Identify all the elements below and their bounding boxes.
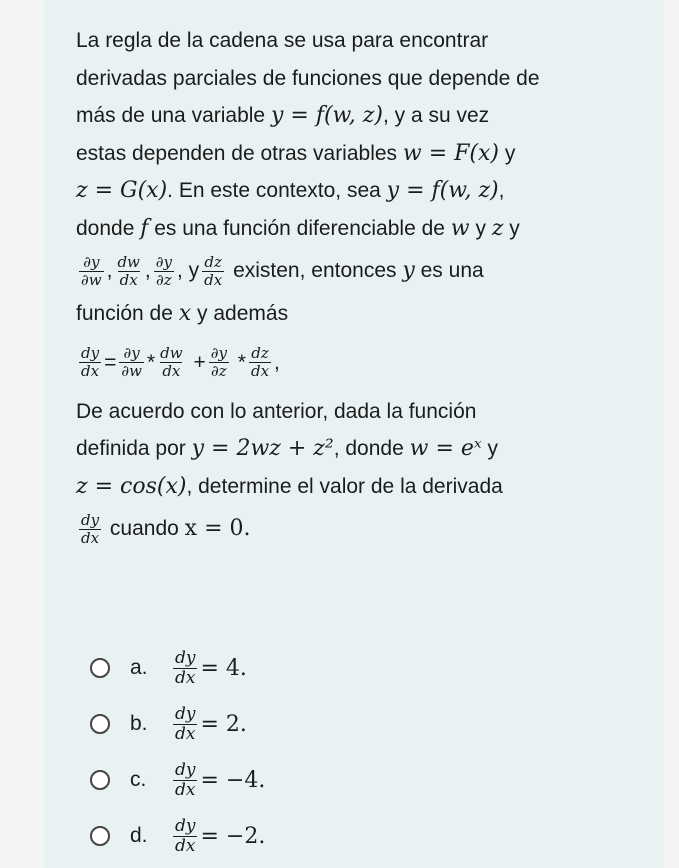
q-line-6 — [76, 210, 636, 248]
math: w — [450, 215, 470, 241]
denominator: dx — [175, 667, 196, 688]
operator: * — [146, 350, 156, 374]
numerator: dy — [175, 759, 196, 780]
text: , donde — [333, 437, 404, 460]
chain-rule-equation — [76, 333, 636, 393]
text: . En este contexto, sea — [167, 179, 381, 202]
option-value: = −2. — [200, 823, 266, 849]
math: y = f(w, z) — [386, 178, 499, 203]
text: y — [499, 141, 516, 165]
denominator: dx — [81, 362, 100, 380]
fraction — [173, 817, 198, 856]
option-value: = 4. — [200, 655, 247, 681]
math: x = 0. — [184, 516, 251, 542]
denominator: dx — [119, 270, 138, 289]
text: y — [481, 437, 499, 460]
option-c[interactable] — [90, 752, 265, 808]
denominator: dx — [204, 270, 223, 289]
text: , y a su vez — [382, 104, 490, 127]
denominator: dx — [175, 779, 196, 800]
fraction — [173, 705, 198, 744]
fraction — [173, 649, 198, 688]
numerator: dy — [81, 510, 100, 529]
denominator: ∂w — [81, 270, 102, 289]
denominator: dx — [162, 362, 181, 380]
radio-button[interactable] — [90, 770, 110, 790]
q-line-4 — [76, 135, 636, 173]
operator: * — [237, 350, 246, 374]
fraction — [173, 761, 198, 800]
math: x — [178, 301, 192, 326]
math: w = eˣ — [409, 436, 482, 461]
text: es una función diferenciable de — [148, 216, 445, 240]
option-letter: c. — [130, 768, 147, 791]
q-line-1 — [76, 22, 636, 60]
fraction — [79, 254, 104, 289]
answer-options — [90, 640, 265, 864]
q-line-11 — [76, 430, 636, 468]
operator: + — [193, 350, 206, 374]
text: De acuerdo con lo anterior, dada la función — [76, 399, 477, 423]
numerator: dw — [160, 344, 183, 362]
option-a[interactable] — [90, 640, 265, 696]
numerator: dy — [175, 647, 196, 668]
text: existen, entonces — [233, 259, 397, 283]
option-letter: a. — [130, 656, 148, 679]
math: y = f(w, z) — [270, 103, 383, 128]
operator: = — [104, 350, 117, 374]
numerator: dz — [204, 252, 222, 271]
q-line-8 — [76, 295, 636, 333]
q-line-12 — [76, 468, 636, 506]
question-text — [76, 22, 636, 553]
text: y — [469, 216, 486, 240]
numerator: ∂y — [123, 344, 140, 362]
option-value: = −4. — [200, 767, 266, 793]
numerator: dy — [175, 703, 196, 724]
denominator: dx — [175, 723, 196, 744]
denominator: dx — [250, 362, 270, 380]
fraction — [158, 345, 184, 380]
math: y — [402, 258, 415, 284]
denominator: ∂z — [156, 270, 172, 289]
text: y además — [197, 302, 289, 325]
math: y = 2wz + z² — [191, 436, 334, 461]
text: , y — [176, 259, 200, 283]
option-letter: b. — [130, 712, 148, 735]
option-b[interactable] — [90, 696, 265, 752]
numerator: dy — [175, 815, 196, 836]
text: , — [498, 179, 505, 202]
math: z = cos(x) — [76, 473, 187, 499]
text: definida por — [76, 437, 186, 460]
math: z — [491, 215, 504, 241]
text: estas dependen de otras variables — [76, 141, 398, 165]
text: , determine el valor de la derivada — [186, 474, 503, 498]
text: cuando — [109, 517, 179, 541]
q-line-5 — [76, 172, 636, 210]
text: , — [106, 259, 113, 283]
numerator: ∂y — [83, 252, 100, 271]
numerator: ∂y — [210, 344, 227, 362]
radio-button[interactable] — [90, 826, 110, 846]
option-d[interactable] — [90, 808, 265, 864]
text: derivadas parciales de funciones que depende de — [76, 66, 540, 90]
fraction — [115, 254, 141, 289]
text: más de una variable — [76, 104, 266, 127]
q-line-7 — [76, 247, 636, 295]
numerator: dz — [251, 344, 269, 362]
q-line-10 — [76, 393, 636, 431]
option-value: = 2. — [200, 711, 247, 737]
numerator: dw — [117, 252, 140, 271]
numerator: dy — [81, 344, 100, 362]
math: f — [140, 215, 149, 241]
text: función de — [76, 302, 173, 325]
q-line-3 — [76, 97, 636, 135]
text: y — [503, 216, 520, 240]
radio-button[interactable] — [90, 658, 110, 678]
fraction — [209, 345, 229, 380]
denominator: ∂w — [121, 362, 142, 380]
fraction — [79, 345, 101, 380]
denominator: dx — [81, 528, 100, 547]
fraction — [202, 254, 224, 289]
fraction — [119, 345, 144, 380]
radio-button[interactable] — [90, 714, 110, 734]
text: donde — [76, 216, 135, 240]
option-letter: d. — [130, 824, 148, 847]
q-line-13 — [76, 505, 636, 553]
math: z = G(x) — [76, 178, 168, 203]
text: , — [274, 350, 280, 374]
text: , — [144, 259, 151, 283]
fraction — [154, 254, 174, 289]
math: w = F(x) — [402, 140, 499, 166]
fraction — [79, 512, 101, 547]
numerator: ∂y — [155, 252, 172, 271]
text: La regla de la cadena se usa para encontrar — [76, 29, 489, 52]
fraction — [249, 345, 271, 380]
q-line-2 — [76, 60, 636, 98]
text: es una — [420, 259, 484, 283]
denominator: ∂z — [210, 362, 227, 380]
denominator: dx — [175, 835, 196, 856]
